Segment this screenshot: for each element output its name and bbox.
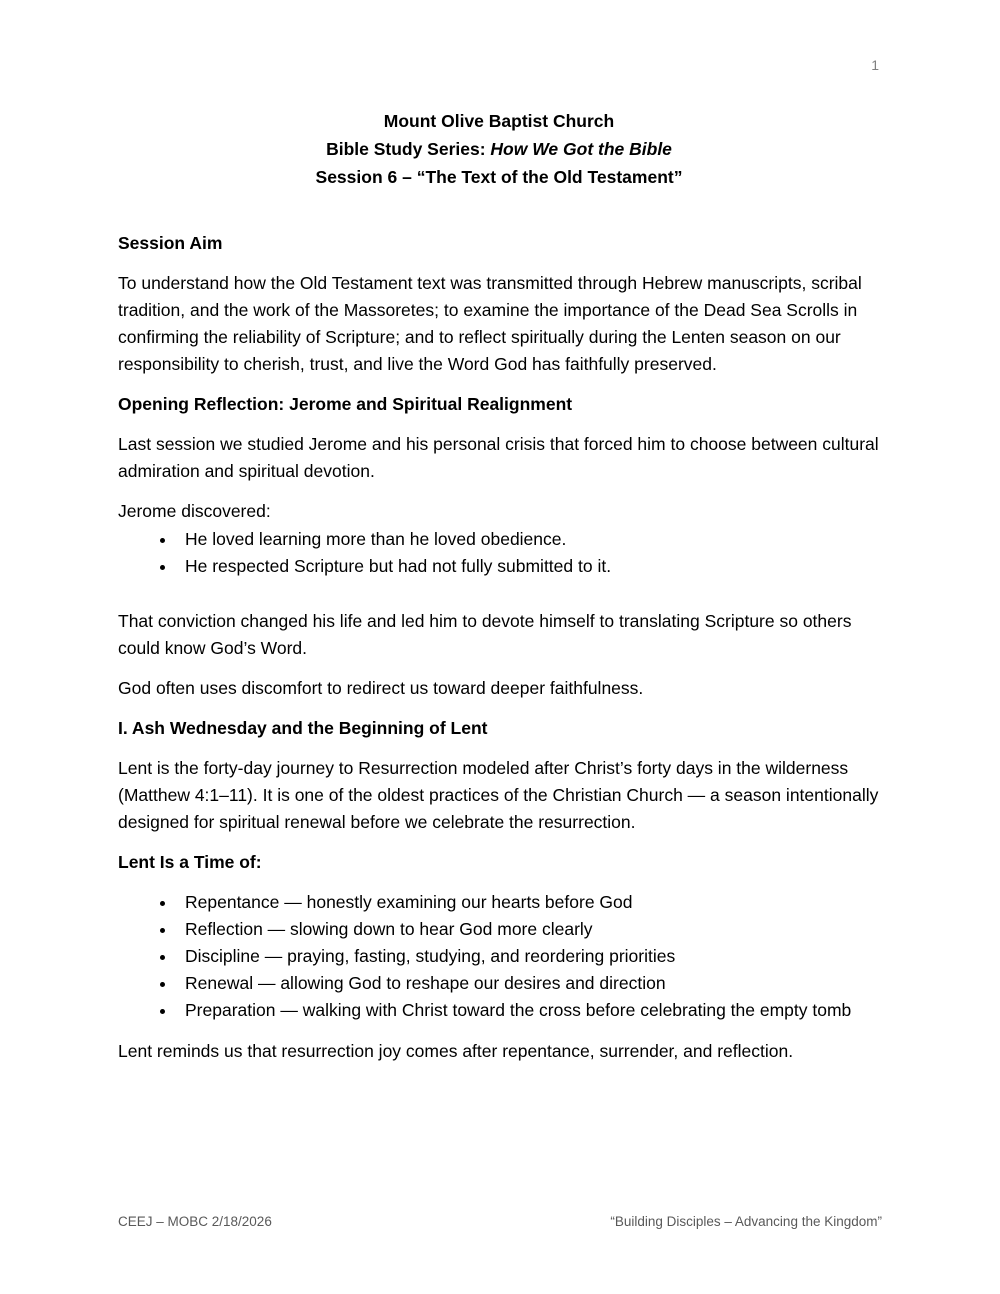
lent-time-of-heading: Lent Is a Time of: — [118, 852, 262, 872]
opening-reflection-paragraph-4: God often uses discomfort to redirect us toward deeper faithfulness. — [118, 678, 644, 698]
series-title-prefix: Bible Study Series: — [326, 139, 491, 159]
footer-right-text: “Building Disciples – Advancing the Kingdom” — [610, 1214, 882, 1229]
page-number: 1 — [871, 57, 879, 73]
ash-wednesday-heading: I. Ash Wednesday and the Beginning of Lent — [118, 718, 488, 738]
list-item: • Repentance — honestly examining our hearts before God — [177, 889, 880, 916]
document-footer — [118, 1214, 882, 1230]
church-name: Mount Olive Baptist Church — [383, 111, 615, 131]
lent-time-of-list — [118, 889, 880, 1024]
opening-reflection-paragraph-1: Last session we studied Jerome and his personal crisis that forced him to choose between cultural admiration and spiritual devotion. — [118, 434, 879, 481]
series-title-name: How We Got the Bible — [490, 139, 672, 159]
footer-left-text: CEEJ – MOBC 2/18/2026 — [118, 1214, 272, 1229]
series-title — [118, 135, 880, 163]
list-item: • Reflection — slowing down to hear God more clearly — [177, 916, 880, 943]
list-item: • Preparation — walking with Christ toward the cross before celebrating the empty tomb — [177, 997, 880, 1024]
session-title: Session 6 – “The Text of the Old Testament” — [315, 167, 683, 187]
lent-closing-paragraph: Lent reminds us that resurrection joy comes after repentance, surrender, and reflection. — [118, 1041, 794, 1061]
jerome-discovered-lead: Jerome discovered: — [118, 501, 271, 521]
list-item: • He respected Scripture but had not fully submitted to it. — [177, 553, 880, 580]
document-title-block — [118, 107, 880, 191]
document-body — [118, 230, 880, 1065]
list-item: • Renewal — allowing God to reshape our desires and direction — [177, 970, 880, 997]
opening-reflection-paragraph-3: That conviction changed his life and led him to devote himself to translating Scripture so others could know God’s Word. — [118, 611, 852, 658]
jerome-discovered-list — [118, 526, 880, 580]
list-item: • Discipline — praying, fasting, studying, and reordering priorities — [177, 943, 880, 970]
session-aim-paragraph: To understand how the Old Testament text was transmitted through Hebrew manuscripts, scribal tradition, and the work of the Massoretes; to examine the importance of the Dead Sea Scrolls in confirming the reliability of Scripture; and to reflect spiritually during the Lenten season on our responsibility to cherish, trust, and live the Word God has faithfully preserved. — [118, 273, 862, 374]
session-aim-heading: Session Aim — [118, 233, 223, 253]
list-item: • He loved learning more than he loved obedience. — [177, 526, 880, 553]
opening-reflection-heading: Opening Reflection: Jerome and Spiritual Realignment — [118, 394, 573, 414]
ash-wednesday-paragraph: Lent is the forty-day journey to Resurrection modeled after Christ’s forty days in the wilderness (Matthew 4:1–11). It is one of the oldest practices of the Christian Church — a season intentionally designed for spiritual renewal before we celebrate the resurrection. — [118, 758, 879, 832]
